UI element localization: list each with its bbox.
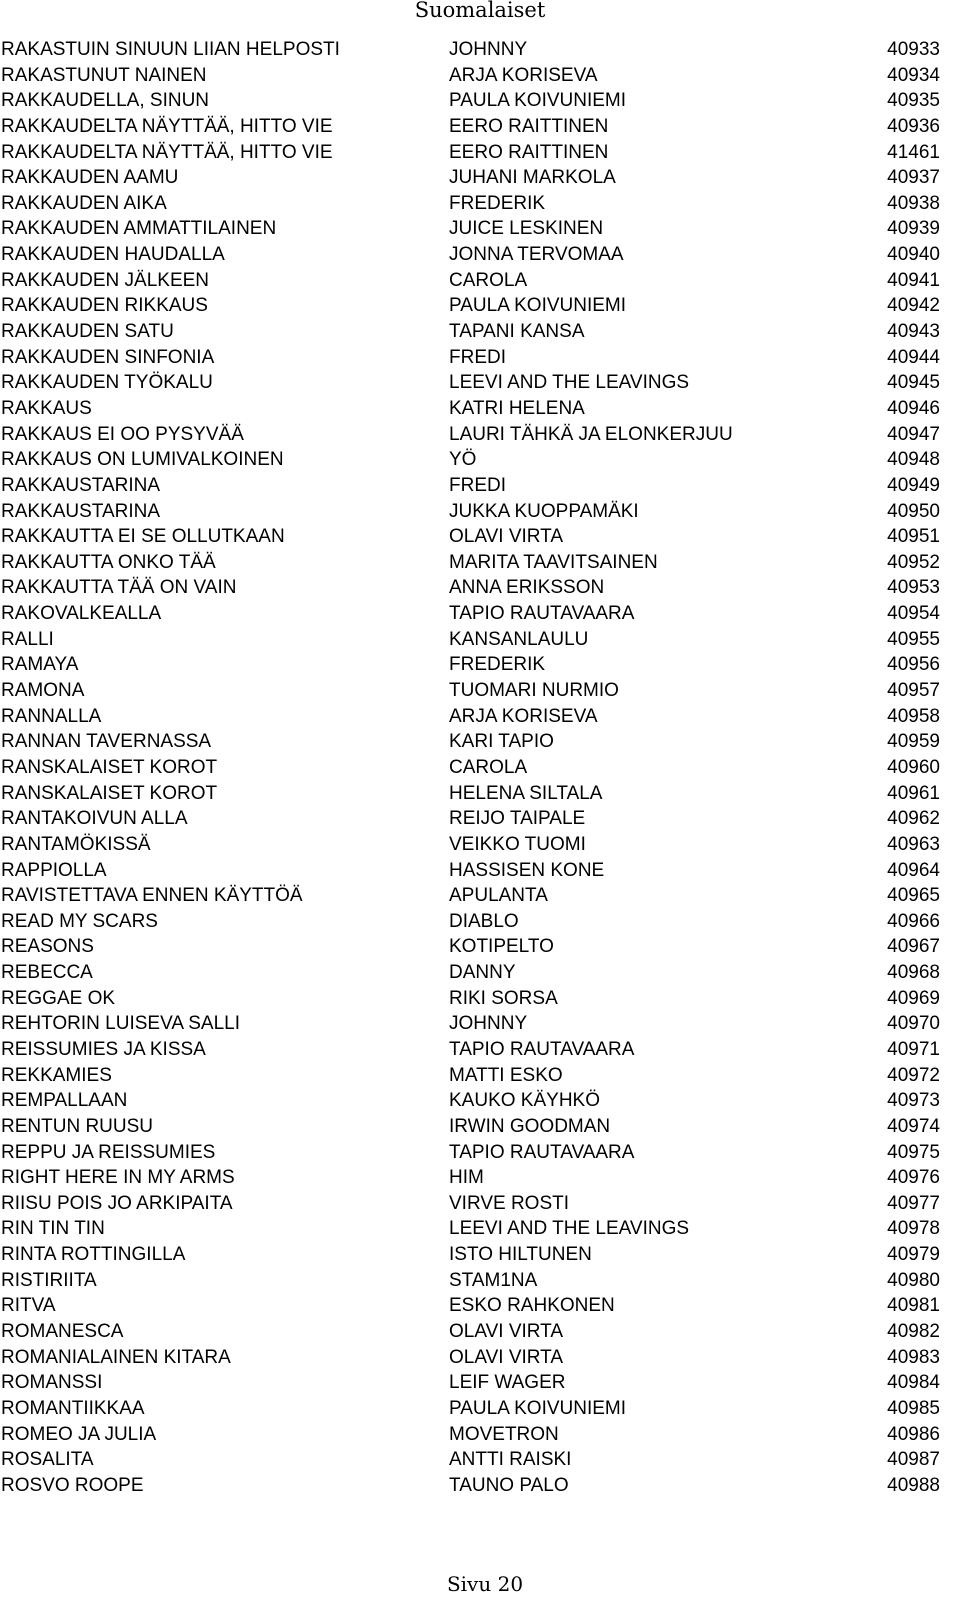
song-title: RAKKAUDEN RIKKAUS: [1, 295, 208, 317]
table-row: [0, 960, 960, 986]
table-row: [0, 140, 960, 166]
song-title: RIGHT HERE IN MY ARMS: [1, 1167, 235, 1189]
song-artist: JOHNNY: [449, 1013, 528, 1035]
page-header-title: Suomalaiset: [414, 0, 546, 22]
song-artist: REIJO TAIPALE: [449, 808, 586, 830]
song-number: 40988: [887, 1474, 940, 1496]
table-row: [0, 473, 960, 499]
song-number: 40944: [887, 346, 940, 368]
song-artist: ESKO RAHKONEN: [449, 1295, 615, 1317]
song-title: RAKKAUDEN JÄLKEEN: [1, 269, 210, 291]
song-artist: HASSISEN KONE: [449, 859, 605, 881]
table-row: [0, 345, 960, 371]
song-number: 40942: [887, 295, 940, 317]
song-number: 40939: [887, 218, 940, 240]
song-number: 40962: [887, 808, 940, 830]
song-number: 40941: [887, 269, 940, 291]
song-title: RAKKAUDEN AIKA: [1, 192, 167, 214]
song-number: 40977: [887, 1192, 940, 1214]
song-title: REISSUMIES JA KISSA: [1, 1038, 206, 1060]
song-number: 40987: [887, 1449, 940, 1471]
table-row: [0, 1447, 960, 1473]
song-artist: LEEVI AND THE LEAVINGS: [449, 372, 690, 394]
table-row: [0, 704, 960, 730]
table-row: [0, 293, 960, 319]
song-number: 40979: [887, 1244, 940, 1266]
song-number: 40963: [887, 833, 940, 855]
song-artist: APULANTA: [449, 885, 548, 907]
song-title: ROSALITA: [1, 1449, 94, 1471]
song-artist: FREDERIK: [449, 654, 546, 676]
song-title: RAKKAUDEN AAMU: [1, 167, 179, 189]
song-number: 40951: [887, 526, 940, 548]
song-title: REHTORIN LUISEVA SALLI: [1, 1013, 240, 1035]
song-title: ROMEO JA JULIA: [1, 1423, 157, 1445]
table-row: [0, 1165, 960, 1191]
song-number: 40949: [887, 474, 940, 496]
song-artist: TAPIO RAUTAVAARA: [449, 1038, 635, 1060]
song-title: REPPU JA REISSUMIES: [1, 1141, 216, 1163]
table-row: [0, 1140, 960, 1166]
song-artist: VEIKKO TUOMI: [449, 833, 586, 855]
song-title: RAKKAUDELTA NÄYTTÄÄ, HITTO VIE: [1, 141, 333, 163]
table-row: [0, 1345, 960, 1371]
table-row: [0, 165, 960, 191]
song-title: REGGAE OK: [1, 987, 116, 1009]
song-artist: EERO RAITTINEN: [449, 141, 609, 163]
song-artist: ARJA KORISEVA: [449, 64, 598, 86]
song-title: REMPALLAAN: [1, 1090, 128, 1112]
song-title: RAKKAUTTA EI SE OLLUTKAAN: [1, 526, 285, 548]
song-artist: TAUNO PALO: [449, 1474, 569, 1496]
song-title: ROSVO ROOPE: [1, 1474, 144, 1496]
table-row: [0, 1293, 960, 1319]
song-artist: FREDERIK: [449, 192, 546, 214]
song-title: ROMANTIIKKAA: [1, 1397, 145, 1419]
table-row: [0, 63, 960, 89]
song-artist: OLAVI VIRTA: [449, 526, 564, 548]
table-row: [0, 1422, 960, 1448]
table-row: [0, 1396, 960, 1422]
table-row: [0, 1088, 960, 1114]
table-row: [0, 422, 960, 448]
song-artist: IRWIN GOODMAN: [449, 1115, 611, 1137]
song-artist: LAURI TÄHKÄ JA ELONKERJUU: [449, 423, 733, 445]
table-row: [0, 1216, 960, 1242]
song-title: RANNALLA: [1, 705, 102, 727]
song-number: 40943: [887, 321, 940, 343]
song-number: 40934: [887, 64, 940, 86]
song-artist: ARJA KORISEVA: [449, 705, 598, 727]
song-number: 40973: [887, 1090, 940, 1112]
song-number: 40974: [887, 1115, 940, 1137]
song-title: RAKKAUSTARINA: [1, 500, 161, 522]
song-title: RAMAYA: [1, 654, 79, 676]
song-number: 40937: [887, 167, 940, 189]
song-number: 40961: [887, 782, 940, 804]
song-number: 40948: [887, 449, 940, 471]
song-artist: PAULA KOIVUNIEMI: [449, 90, 627, 112]
song-title: RIISU POIS JO ARKIPAITA: [1, 1192, 233, 1214]
table-row: [0, 114, 960, 140]
song-title: ROMANESCA: [1, 1321, 124, 1343]
song-artist: DIABLO: [449, 910, 519, 932]
song-number: 40984: [887, 1372, 940, 1394]
song-number: 40946: [887, 397, 940, 419]
song-number: 40969: [887, 987, 940, 1009]
song-title: RINTA ROTTINGILLA: [1, 1244, 186, 1266]
song-number: 40975: [887, 1141, 940, 1163]
song-title: RAKKAUDEN HAUDALLA: [1, 244, 225, 266]
table-row: [0, 268, 960, 294]
table-row: [0, 191, 960, 217]
song-number: 40965: [887, 885, 940, 907]
song-title: RANSKALAISET KOROT: [1, 782, 218, 804]
song-title: REASONS: [1, 936, 94, 958]
song-artist: LEEVI AND THE LEAVINGS: [449, 1218, 690, 1240]
table-row: [0, 1191, 960, 1217]
song-title: RALLI: [1, 628, 54, 650]
table-row: [0, 729, 960, 755]
song-title: RANNAN TAVERNASSA: [1, 731, 212, 753]
table-row: [0, 1011, 960, 1037]
table-row: [0, 88, 960, 114]
table-row: [0, 524, 960, 550]
song-number: 40947: [887, 423, 940, 445]
song-number: 40976: [887, 1167, 940, 1189]
song-artist: HIM: [449, 1167, 484, 1189]
song-number: 40938: [887, 192, 940, 214]
song-title: RAKASTUNUT NAINEN: [1, 64, 207, 86]
song-artist: YÖ: [449, 449, 477, 471]
song-artist: TAPIO RAUTAVAARA: [449, 1141, 635, 1163]
table-row: [0, 986, 960, 1012]
song-artist: FREDI: [449, 474, 506, 496]
song-number: 40954: [887, 603, 940, 625]
song-title: RAVISTETTAVA ENNEN KÄYTTÖÄ: [1, 885, 303, 907]
table-row: [0, 883, 960, 909]
song-artist: KANSANLAULU: [449, 628, 589, 650]
song-number: 40983: [887, 1346, 940, 1368]
table-row: [0, 370, 960, 396]
song-number: 40952: [887, 551, 940, 573]
song-title: RAKKAUDEN TYÖKALU: [1, 372, 213, 394]
song-number: 40953: [887, 577, 940, 599]
song-number: 40967: [887, 936, 940, 958]
song-artist: PAULA KOIVUNIEMI: [449, 295, 627, 317]
song-artist: ISTO HILTUNEN: [449, 1244, 592, 1266]
song-artist: MOVETRON: [449, 1423, 559, 1445]
table-row: [0, 575, 960, 601]
table-row: [0, 652, 960, 678]
song-number: 40978: [887, 1218, 940, 1240]
song-list-table: [0, 37, 960, 1499]
table-row: [0, 1114, 960, 1140]
song-artist: JUICE LESKINEN: [449, 218, 604, 240]
song-artist: KARI TAPIO: [449, 731, 554, 753]
table-row: [0, 858, 960, 884]
song-artist: ANTTI RAISKI: [449, 1449, 572, 1471]
song-number: 40955: [887, 628, 940, 650]
song-artist: KATRI HELENA: [449, 397, 585, 419]
table-row: [0, 1319, 960, 1345]
table-row: [0, 1063, 960, 1089]
song-number: 40985: [887, 1397, 940, 1419]
table-row: [0, 934, 960, 960]
song-number: 40945: [887, 372, 940, 394]
song-title: RAKOVALKEALLA: [1, 603, 162, 625]
table-row: [0, 627, 960, 653]
song-title: RAMONA: [1, 680, 85, 702]
song-artist: RIKI SORSA: [449, 987, 558, 1009]
song-number: 40971: [887, 1038, 940, 1060]
song-title: RAKKAUS: [1, 397, 92, 419]
song-artist: JOHNNY: [449, 39, 528, 60]
song-title: RAKKAUS ON LUMIVALKOINEN: [1, 449, 284, 471]
song-number: 40982: [887, 1321, 940, 1343]
song-title: RANTAKOIVUN ALLA: [1, 808, 188, 830]
song-title: READ MY SCARS: [1, 910, 158, 932]
table-row: [0, 37, 960, 63]
song-artist: OLAVI VIRTA: [449, 1346, 564, 1368]
table-row: [0, 781, 960, 807]
table-row: [0, 909, 960, 935]
song-number: 40972: [887, 1064, 940, 1086]
song-artist: TAPIO RAUTAVAARA: [449, 603, 635, 625]
song-title: RISTIRIITA: [1, 1269, 97, 1291]
table-row: [0, 499, 960, 525]
table-row: [0, 1268, 960, 1294]
song-number: 40968: [887, 962, 940, 984]
table-row: [0, 216, 960, 242]
song-title: RAKASTUIN SINUUN LIIAN HELPOSTI: [1, 39, 340, 60]
song-number: 40940: [887, 244, 940, 266]
song-artist: TUOMARI NURMIO: [449, 680, 619, 702]
song-title: RAPPIOLLA: [1, 859, 107, 881]
song-number: 40966: [887, 910, 940, 932]
table-row: [0, 550, 960, 576]
song-number: 41461: [887, 141, 940, 163]
song-number: 40970: [887, 1013, 940, 1035]
table-row: [0, 242, 960, 268]
song-artist: ANNA ERIKSSON: [449, 577, 605, 599]
song-artist: TAPANI KANSA: [449, 321, 585, 343]
table-row: [0, 755, 960, 781]
table-row: [0, 447, 960, 473]
table-row: [0, 678, 960, 704]
song-artist: CAROLA: [449, 756, 528, 778]
song-artist: KAUKO KÄYHKÖ: [449, 1090, 600, 1112]
song-title: RAKKAUDELTA NÄYTTÄÄ, HITTO VIE: [1, 115, 333, 137]
song-artist: VIRVE ROSTI: [449, 1192, 570, 1214]
song-artist: MATTI ESKO: [449, 1064, 563, 1086]
song-number: 40980: [887, 1269, 940, 1291]
table-row: [0, 806, 960, 832]
song-number: 40981: [887, 1295, 940, 1317]
song-number: 40958: [887, 705, 940, 727]
song-title: RAKKAUDEN SINFONIA: [1, 346, 215, 368]
song-artist: OLAVI VIRTA: [449, 1321, 564, 1343]
song-artist: EERO RAITTINEN: [449, 115, 609, 137]
song-title: RAKKAUSTARINA: [1, 474, 161, 496]
song-title: REBECCA: [1, 962, 93, 984]
song-title: RAKKAUS EI OO PYSYVÄÄ: [1, 423, 244, 445]
song-number: 40986: [887, 1423, 940, 1445]
song-title: RIN TIN TIN: [1, 1218, 105, 1240]
song-title: RITVA: [1, 1295, 56, 1317]
song-number: 40933: [887, 39, 940, 60]
song-number: 40960: [887, 756, 940, 778]
table-row: [0, 1037, 960, 1063]
song-title: RANSKALAISET KOROT: [1, 756, 218, 778]
song-artist: LEIF WAGER: [449, 1372, 566, 1394]
song-number: 40956: [887, 654, 940, 676]
table-row: [0, 319, 960, 345]
song-number: 40935: [887, 90, 940, 112]
table-row: [0, 1242, 960, 1268]
song-artist: JUKKA KUOPPAMÄKI: [449, 500, 639, 522]
song-artist: JONNA TERVOMAA: [449, 244, 624, 266]
song-artist: MARITA TAAVITSAINEN: [449, 551, 658, 573]
song-title: RAKKAUDEN SATU: [1, 321, 174, 343]
song-title: RAKKAUTTA TÄÄ ON VAIN: [1, 577, 237, 599]
song-artist: FREDI: [449, 346, 506, 368]
song-title: ROMANSSI: [1, 1372, 103, 1394]
song-title: RAKKAUDEN AMMATTILAINEN: [1, 218, 277, 240]
song-title: RENTUN RUUSU: [1, 1115, 153, 1137]
song-artist: STAM1NA: [449, 1269, 538, 1291]
song-title: RAKKAUTTA ONKO TÄÄ: [1, 551, 216, 573]
song-number: 40957: [887, 680, 940, 702]
table-row: [0, 396, 960, 422]
table-row: [0, 1370, 960, 1396]
song-artist: HELENA SILTALA: [449, 782, 603, 804]
song-artist: DANNY: [449, 962, 516, 984]
table-row: [0, 832, 960, 858]
song-artist: CAROLA: [449, 269, 528, 291]
song-title: RANTAMÖKISSÄ: [1, 833, 151, 855]
page-number-footer: Sivu 20: [446, 1572, 524, 1596]
song-title: REKKAMIES: [1, 1064, 112, 1086]
song-number: 40959: [887, 731, 940, 753]
song-number: 40964: [887, 859, 940, 881]
song-title: ROMANIALAINEN KITARA: [1, 1346, 231, 1368]
song-number: 40950: [887, 500, 940, 522]
table-row: [0, 601, 960, 627]
song-artist: PAULA KOIVUNIEMI: [449, 1397, 627, 1419]
song-artist: KOTIPELTO: [449, 936, 554, 958]
song-number: 40936: [887, 115, 940, 137]
song-artist: JUHANI MARKOLA: [449, 167, 616, 189]
song-title: RAKKAUDELLA, SINUN: [1, 90, 210, 112]
table-row: [0, 1473, 960, 1499]
